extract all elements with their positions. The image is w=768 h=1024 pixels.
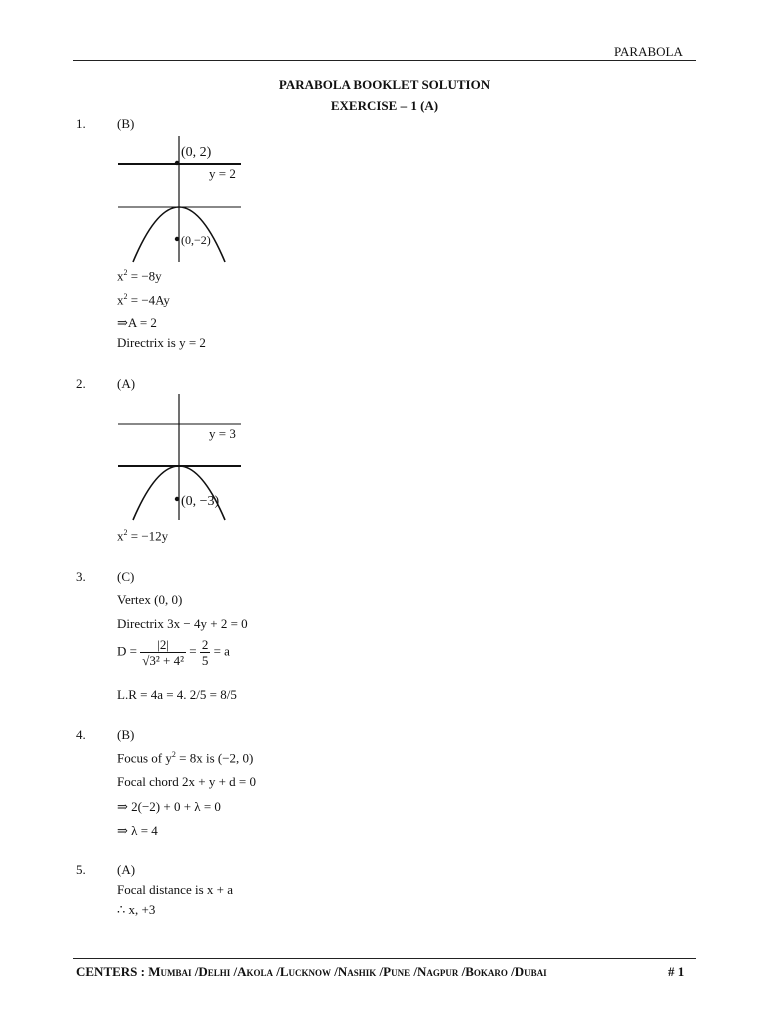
q1-line-3: ⇒A = 2 [117, 315, 157, 330]
q1-bottom-point-label: (0,−2) [181, 233, 211, 247]
q2-line-1: $x^2 = -12y$ [117, 528, 169, 544]
q3-line-4: L.R = 4a = 4. 2/5 = 8/5 [117, 687, 237, 702]
q3-answer: (C) [117, 569, 135, 584]
q4-line-1: Focus of $y^2 = 8x$ is (−2, 0) [117, 750, 254, 766]
q1-line-2: $x^2 = -4Ay$ [117, 292, 170, 308]
q4-answer: (B) [117, 727, 135, 742]
chapter-label: PARABOLA [614, 44, 683, 59]
page-number: # 1 [668, 964, 685, 979]
q4-number: 4. [76, 727, 86, 742]
footer-rule [73, 958, 696, 959]
q1-number: 1. [76, 116, 86, 131]
q1-answer: (B) [117, 116, 135, 131]
q5-line-1: Focal distance is x + a [117, 882, 233, 897]
q5-answer: (A) [117, 862, 136, 877]
q4-line-3: ⇒ 2(−2) + 0 + λ = 0 [117, 799, 221, 814]
q5-number: 5. [76, 862, 86, 877]
page-title: PARABOLA BOOKLET SOLUTION [278, 77, 491, 92]
q1-line-4: Directrix is y = 2 [117, 335, 206, 350]
q1-line-label: y = 2 [209, 166, 236, 181]
q1-top-point-label: (0, 2) [181, 145, 212, 160]
q4-line-2: Focal chord 2x + y + d = 0 [117, 774, 256, 789]
q2-point [175, 497, 179, 501]
page-subtitle: EXERCISE – 1 (A) [330, 98, 439, 113]
q2-point-label: (0, −3) [181, 494, 220, 509]
q3-number: 3. [76, 569, 86, 584]
q2-answer: (A) [117, 376, 136, 391]
q3-line-1: Vertex (0, 0) [117, 592, 183, 607]
footer-centers: CENTERS : Mumbai /Delhi /Akola /Lucknow /Nashik /Pune /Nagpur /Bokaro /Dubai [76, 964, 547, 979]
q5-line-2: ∴ x, +3 [117, 902, 156, 917]
q3-line-2: Directrix 3x − 4y + 2 = 0 [117, 616, 248, 631]
q2-number: 2. [76, 376, 86, 391]
q4-line-4: ⇒ λ = 4 [117, 823, 158, 838]
q1-line-1: $x^2 = -8y$ [117, 268, 162, 284]
q3-distance-formula: D = $\frac{|2|}{\text{√3² + 4²}}$ = $\frac{2}{5}$ = a [117, 637, 230, 668]
q2-line-label: y = 3 [209, 426, 236, 441]
